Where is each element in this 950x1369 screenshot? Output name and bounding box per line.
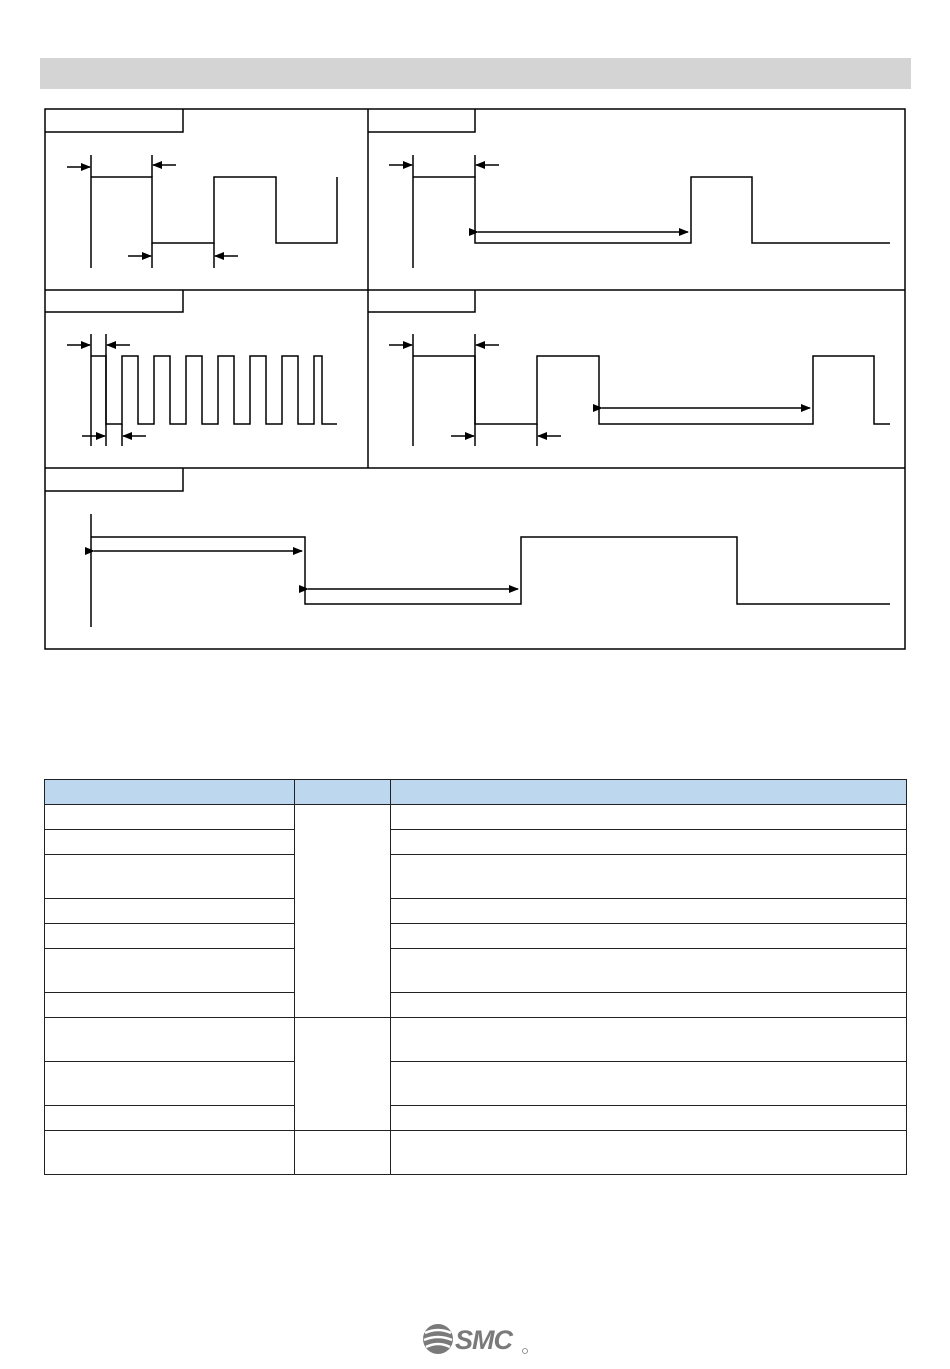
panel-2-tab bbox=[368, 109, 475, 132]
table-cell bbox=[45, 1106, 295, 1131]
panel-3-waveform bbox=[91, 356, 337, 424]
panel-5-tab bbox=[45, 468, 183, 491]
smc-logo bbox=[421, 1319, 531, 1359]
table-cell bbox=[45, 805, 295, 830]
table-cell bbox=[45, 899, 295, 924]
logo-wordmark: SMC bbox=[455, 1325, 512, 1355]
table-header-cell bbox=[45, 780, 295, 805]
table-row bbox=[45, 855, 907, 899]
table-cell bbox=[391, 899, 907, 924]
table-row bbox=[45, 830, 907, 855]
table-cell bbox=[391, 1062, 907, 1106]
table-row bbox=[45, 1018, 907, 1062]
panel-1-tab bbox=[45, 109, 183, 132]
table-header-cell bbox=[391, 780, 907, 805]
table-cell bbox=[391, 1131, 907, 1175]
table-cell bbox=[45, 1062, 295, 1106]
table-cell bbox=[391, 1106, 907, 1131]
table-cell bbox=[391, 993, 907, 1018]
table-cell bbox=[391, 855, 907, 899]
panel-2-waveform bbox=[413, 177, 890, 243]
table-row bbox=[45, 805, 907, 830]
table-cell bbox=[391, 949, 907, 993]
table-row bbox=[45, 899, 907, 924]
registered-mark-icon bbox=[523, 1349, 528, 1354]
table-row bbox=[45, 1062, 907, 1106]
timing-diagrams bbox=[0, 0, 950, 660]
spec-table bbox=[44, 779, 907, 1175]
table-cell bbox=[45, 1018, 295, 1062]
table-cell bbox=[45, 830, 295, 855]
panel-5-waveform bbox=[91, 537, 890, 604]
table-row bbox=[45, 949, 907, 993]
panel-4-tab bbox=[368, 290, 475, 312]
panel-3-tab bbox=[45, 290, 183, 312]
table-cell bbox=[391, 924, 907, 949]
table-header-cell bbox=[295, 780, 391, 805]
table-cell bbox=[45, 924, 295, 949]
table-row bbox=[45, 993, 907, 1018]
table-cell bbox=[391, 1018, 907, 1062]
table-cell bbox=[295, 1131, 391, 1175]
panel-4-waveform bbox=[413, 356, 890, 424]
table-cell bbox=[45, 949, 295, 993]
table-cell bbox=[45, 855, 295, 899]
table-row bbox=[45, 1106, 907, 1131]
table-cell bbox=[391, 830, 907, 855]
table-cell bbox=[45, 993, 295, 1018]
globe-icon bbox=[423, 1324, 453, 1354]
table-cell bbox=[391, 805, 907, 830]
table-cell-merged bbox=[295, 1018, 391, 1131]
table-cell-merged bbox=[295, 805, 391, 1018]
table-row bbox=[45, 924, 907, 949]
table-header-row bbox=[45, 780, 907, 805]
panel-1-waveform bbox=[91, 177, 337, 243]
table-row bbox=[45, 1131, 907, 1175]
table-cell bbox=[45, 1131, 295, 1175]
